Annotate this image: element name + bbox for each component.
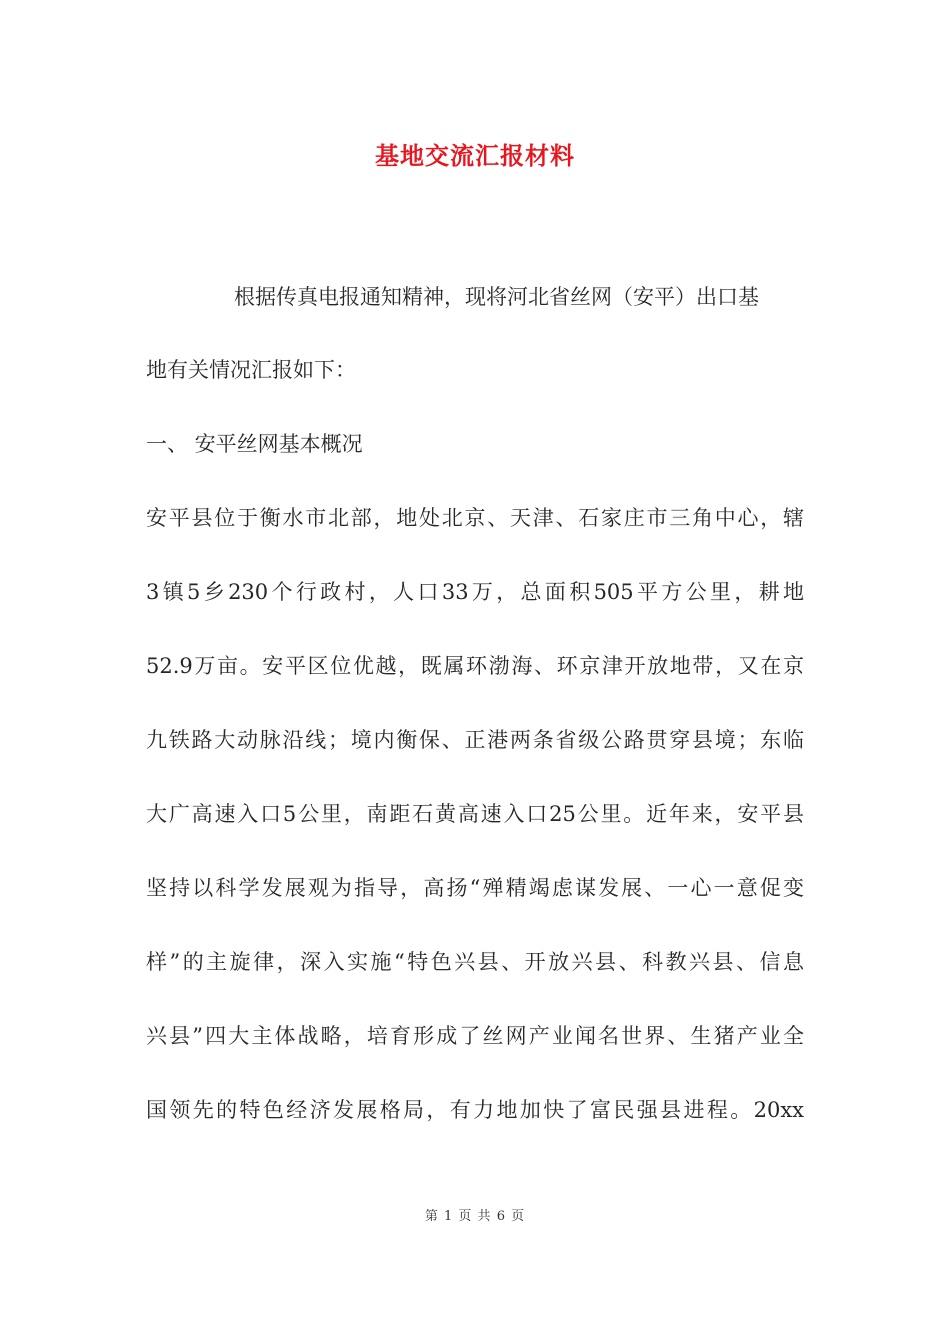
- paragraph-line-9: 样”的主旋律，深入实施“特色兴县、开放兴县、科教兴县、信息: [146, 950, 804, 974]
- paragraph-line-4: 3镇5乡230个行政村，人口33万，总面积505平方公里，耕地: [146, 580, 804, 604]
- paragraph-line-3: 安平县位于衡水市北部，地处北京、天津、石家庄市三角中心，辖: [146, 506, 804, 530]
- document-title: 基地交流汇报材料: [375, 141, 575, 170]
- paragraph-line-11: 国领先的特色经济发展格局，有力地加快了富民强县进程。20xx: [146, 1098, 804, 1122]
- paragraph-line-6: 九铁路大动脉沿线；境内衡保、正港两条省级公路贯穿县境；东临: [146, 728, 804, 752]
- paragraph-line-1: 根据传真电报通知精神，现将河北省丝网（安平）出口基: [234, 285, 759, 309]
- paragraph-line-5: 52.9万亩。安平区位优越，既属环渤海、环京津开放地带，又在京: [146, 654, 804, 678]
- paragraph-line-2: 地有关情况汇报如下：: [146, 358, 356, 382]
- paragraph-line-8: 坚持以科学发展观为指导，高扬“殚精竭虑谋发展、一心一意促变: [146, 876, 804, 900]
- section-heading: 一、 安平丝网基本概况: [146, 432, 363, 456]
- paragraph-line-7: 大广高速入口5公里，南距石黄高速入口25公里。近年来，安平县: [146, 802, 804, 826]
- page-number-footer: 第 1 页 共 6 页: [424, 1209, 526, 1224]
- paragraph-line-10: 兴县”四大主体战略，培育形成了丝网产业闻名世界、生猪产业全: [146, 1024, 804, 1048]
